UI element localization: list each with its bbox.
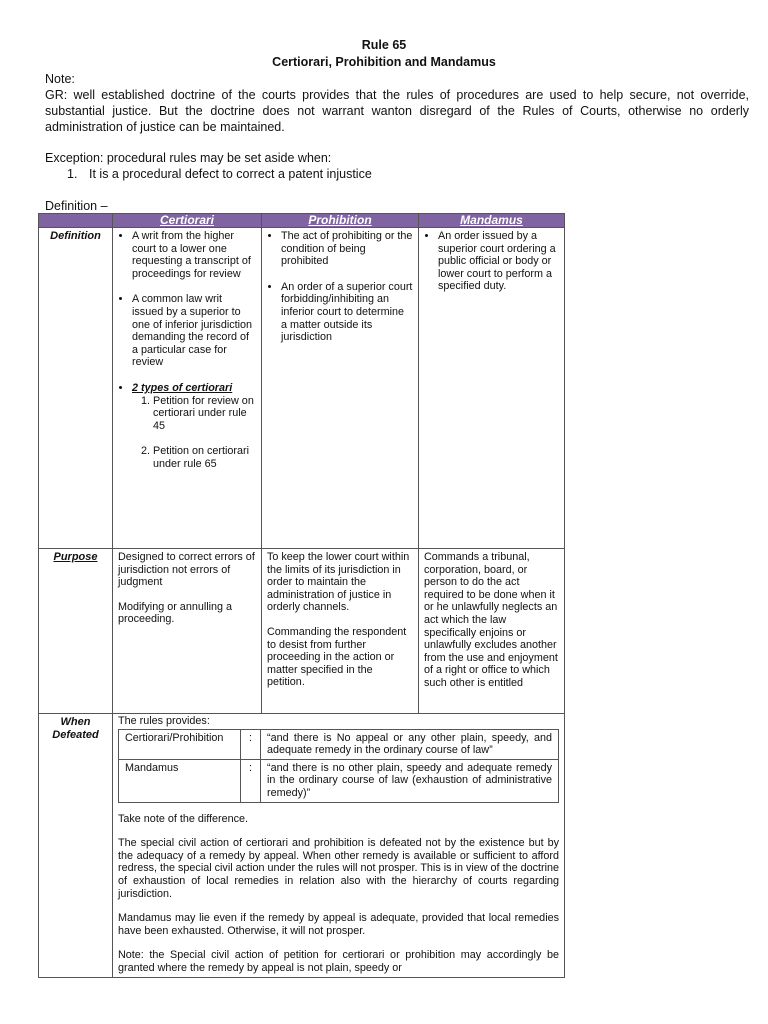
cell-paragraph: Modifying or annulling a proceeding. [118, 600, 233, 626]
types-title: 2 types of certiorari [132, 381, 233, 394]
list-item: • A common law writ issued by a superior to one of inferior jurisdiction demanding the record of a particular case for review [132, 293, 256, 369]
purpose-mandamus-cell [419, 549, 565, 714]
list-item: • An order of a superior court forbidding/inhibiting an inferior court to determine a matter outside its jurisdiction [281, 281, 413, 344]
cell-paragraph: Designed to correct errors of jurisdiction not errors of judgment [118, 551, 255, 589]
definition-certiorari-cell [113, 228, 262, 549]
document-subtitle: Certiorari, Prohibition and Mandamus [272, 55, 496, 69]
definition-label: Definition – [45, 199, 108, 213]
when-paragraph: Mandamus may lie even if the remedy by appeal is adequate, provided that local remedies have been exhausted. Otherwise, it will not prosper. [118, 912, 559, 937]
exception-item-number: 1. [67, 167, 78, 181]
header-blank-cell-right [565, 214, 766, 228]
list-item: 2. Petition on certiorari under rule 65 [153, 445, 256, 470]
provision-name: Certiorari/Prohibition [119, 729, 241, 759]
header-blank-cell [39, 214, 113, 228]
purpose-certiorari-cell [113, 549, 262, 714]
definition-blank-cell [565, 228, 766, 549]
list-item: • An order issued by a superior court ordering a public official or body or lower court to perform a specified duty. [438, 230, 559, 293]
provision-quote: “and there is No appeal or any other plain, speedy, and adequate remedy in the ordinary course of law” [261, 729, 559, 759]
row-label-definition: Definition [39, 228, 113, 549]
when-paragraph: Note: the Special civil action of petition for certiorari or prohibition may accordingly be granted where the remedy by appeal is not plain, speedy or [118, 949, 559, 974]
gr-paragraph: GR: well established doctrine of the courts provides that the rules of procedures are used to help secure, not override, substantial justice. But the doctrine does not warrant wanton disregard of the Rules of Courts, otherwise no orderly administration of justice can be maintained. [45, 88, 749, 134]
list-item [132, 382, 256, 471]
header-certiorari: Certiorari [113, 214, 262, 228]
provision-separator: : [241, 759, 261, 802]
cell-paragraph: Commands a tribunal, corporation, board, or person to do the act required to be done when it or he unlawfully neglects an act which the law specifically enjoins or unlawfully excludes another from the use and enjoyment of a right or office to which such other is entitled [424, 551, 558, 689]
purpose-prohibition-cell [262, 549, 419, 714]
purpose-row [39, 549, 766, 714]
row-label-line: When [60, 716, 91, 728]
when-blank-cell [565, 714, 766, 978]
cell-paragraph: Commanding the respondent to desist from further proceeding in the action or matter specified in the petition. [267, 625, 407, 689]
exception-item [67, 166, 372, 182]
types-list [132, 395, 256, 471]
definition-prohibition-cell [262, 228, 419, 549]
table-row [119, 759, 559, 802]
when-paragraph: Take note of the difference. [118, 812, 249, 825]
note-label: Note: [45, 72, 75, 86]
row-label-line: Defeated [52, 728, 99, 741]
comparison-table [38, 213, 766, 978]
definition-row [39, 228, 766, 549]
row-label-purpose: Purpose [39, 549, 113, 714]
header-prohibition: Prohibition [262, 214, 419, 228]
list-item: 1. Petition for review on certiorari under rule 45 [153, 395, 256, 433]
header-mandamus: Mandamus [419, 214, 565, 228]
when-defeated-row [39, 714, 766, 978]
exception-item-text: It is a procedural defect to correct a patent injustice [89, 167, 372, 181]
list-item: • The act of prohibiting or the condition of being prohibited [281, 230, 413, 268]
purpose-blank-cell [565, 549, 766, 714]
provision-separator: : [241, 729, 261, 759]
when-intro: The rules provides: [118, 715, 210, 727]
document-title: Rule 65 [361, 38, 407, 52]
definition-mandamus-cell [419, 228, 565, 549]
table-header-row [39, 214, 766, 228]
rules-provision-table [118, 729, 559, 803]
when-defeated-content-cell [113, 714, 565, 978]
provision-quote: “and there is no other plain, speedy and adequate remedy in the ordinary course of law (exhaustion of administrative remedy)” [261, 759, 559, 802]
cell-paragraph: To keep the lower court within the limits of its jurisdiction in order to maintain the administration of justice in orderly channels. [267, 551, 410, 614]
table-row [119, 729, 559, 759]
exception-line: Exception: procedural rules may be set aside when: [45, 151, 332, 165]
row-label-when-defeated [39, 714, 113, 978]
provision-name: Mandamus [119, 759, 241, 802]
when-paragraph: The special civil action of certiorari and prohibition is defeated not by the existence but by the adequacy of a remedy by appeal. When other remedy is available or sufficient to afford redress, the special civil action under the rules will not prosper. This is in view of the doctrine of exhaustion of local remedies in relation also with the hierarchy of courts regarding jurisdiction. [118, 837, 559, 900]
list-item: • A writ from the higher court to a lower one requesting a transcript of proceedings for review [132, 230, 256, 280]
